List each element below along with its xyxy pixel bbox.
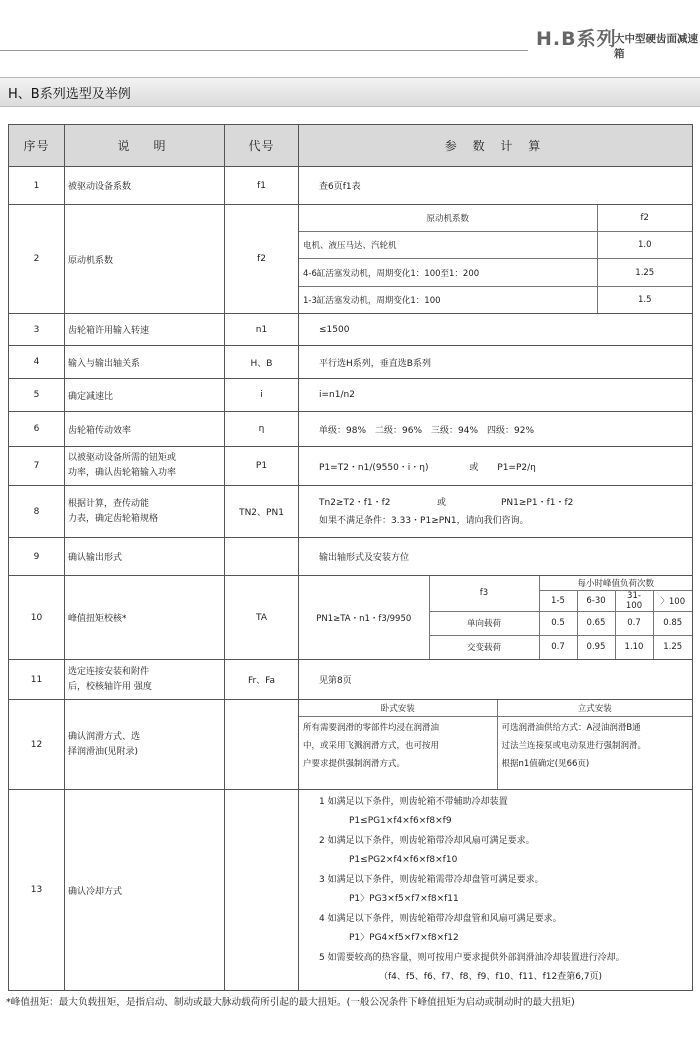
row-desc: 输入与输出轴关系 — [65, 346, 225, 379]
row-calc: i=n1/n2 — [299, 379, 693, 412]
section-bar — [0, 77, 700, 107]
prime-item: 电机、液压马达、汽轮机 — [299, 231, 597, 259]
table-row — [9, 576, 693, 660]
peak-torque-table — [299, 576, 692, 659]
row-desc-line: 确认润滑方式、选 — [68, 731, 141, 742]
row-code: P1 — [225, 447, 299, 486]
one-way-load-label: 单向载荷 — [429, 611, 539, 635]
row-code: n1 — [225, 314, 299, 346]
row-desc-line: 根据计算，查传动能 — [68, 498, 150, 509]
prime-mover-table — [299, 205, 692, 313]
row-no: 13 — [9, 790, 65, 991]
peak-formula: PN1≥TA・n1・f3/9950 — [299, 576, 429, 659]
prime-value: 1.5 — [637, 295, 652, 305]
row-desc-line: 力表，确定齿轮箱规格 — [68, 513, 159, 524]
table-row — [9, 486, 693, 538]
prime-value: 1.25 — [597, 259, 692, 287]
row-no: 1 — [9, 167, 65, 205]
calc-formula-b: PN1≥P1・f1・f2 — [501, 497, 574, 508]
cooling-line: 5 如需要较高的热容量，则可按用户要求提供外部润滑油冷却装置进行冷却。 — [319, 952, 625, 963]
alt-load-label: 交变载荷 — [429, 635, 539, 659]
calc-formula-b: P1=P2/η — [497, 462, 536, 473]
row-code: Fr、Fa — [225, 660, 299, 700]
row-calc: 见第8页 — [299, 660, 693, 700]
horizontal-line: 中，或采用飞溅润滑方式，也可按用 — [303, 740, 440, 751]
row-calc: 查6页f1表 — [299, 167, 693, 205]
freq-range: 1-5 — [539, 590, 577, 611]
row-desc: 确认输出形式 — [65, 538, 225, 576]
calc-or: 或 — [469, 462, 479, 473]
prime-item: 4-6缸活塞发动机，周期变化1：100至1：200 — [299, 259, 597, 287]
header-rule — [0, 50, 528, 51]
row-calc — [299, 447, 693, 486]
row-no: 8 — [9, 486, 65, 538]
row-desc-line: 择润滑油(见附录) — [68, 746, 139, 757]
row-no: 11 — [9, 660, 65, 700]
vertical-line: 过法兰连接泵或电动泵进行强制润滑。 — [501, 740, 647, 751]
row-code — [225, 790, 299, 991]
row-desc: 原动机系数 — [65, 205, 225, 314]
table-row — [9, 538, 693, 576]
row-code — [225, 538, 299, 576]
row-desc: 峰值扭矩校核* — [65, 576, 225, 660]
calc-note: 如果不满足条件：3.33・P1≥PN1，请向我们咨询。 — [319, 515, 529, 526]
row-desc-line: 功率，确认齿轮箱输入功率 — [68, 468, 177, 478]
row-code: TA — [225, 576, 299, 660]
horizontal-line: 户要求提供强制润滑方式。 — [303, 758, 406, 769]
series-title: H.B系列 — [536, 28, 617, 50]
freq-range: 31-100 — [615, 590, 653, 611]
cooling-reference: （f4、f5、f6、f7、f8、f9、f10、f11、f12查第6,7页) — [379, 972, 603, 982]
cooling-formula: P1〉PG4×f5×f7×f8×f12 — [349, 933, 459, 943]
row-desc-line: 选定连接安装和附件 — [68, 666, 150, 677]
row-code: H、B — [225, 346, 299, 379]
vertical-line: 可选润滑油供给方式：A浸油润滑B通 — [501, 722, 641, 733]
col-header-code: 代号 — [225, 125, 299, 167]
prime-item: 1-3缸活塞发动机，周期变化1：100 — [299, 287, 597, 314]
row-desc-line: 以被驱动设备所需的钮矩或 — [68, 453, 177, 463]
row-no: 12 — [9, 700, 65, 790]
row-desc: 确定减速比 — [65, 379, 225, 412]
prime-head-f2: f2 — [597, 205, 692, 231]
row-no: 9 — [9, 538, 65, 576]
table-row — [9, 205, 693, 314]
row-no: 6 — [9, 412, 65, 447]
row-desc — [65, 700, 225, 790]
table-row — [9, 167, 693, 205]
cooling-line: 3 如满足以下条件，则齿轮箱需带冷却盘管可满足要求。 — [319, 874, 544, 885]
row-code: f2 — [225, 205, 299, 314]
cooling-cell — [299, 790, 693, 991]
peak-torque-cell — [299, 576, 693, 660]
one-way-value: 0.5 — [539, 611, 577, 635]
calc-formula-a: P1=T2・n1/(9550・i・η) — [319, 462, 429, 473]
col-header-calc: 参 数 计 算 — [299, 125, 693, 167]
table-row — [9, 660, 693, 700]
row-desc: 被驱动设备系数 — [65, 167, 225, 205]
row-desc — [65, 447, 225, 486]
table-row — [9, 700, 693, 790]
row-code: f1 — [225, 167, 299, 205]
page-header — [0, 22, 700, 60]
cooling-line: 1 如满足以下条件，则齿轮箱不带辅助冷却装置 — [319, 796, 508, 807]
cooling-formula: P1≤PG2×f4×f6×f8×f10 — [349, 855, 458, 865]
cooling-formula: P1〉PG3×f5×f7×f8×f11 — [349, 894, 459, 904]
table-row — [9, 412, 693, 447]
row-no: 4 — [9, 346, 65, 379]
table-row — [9, 379, 693, 412]
alt-value: 0.7 — [539, 635, 577, 659]
series-subtitle: 大中型硬齿面减速箱 — [614, 33, 698, 60]
cooling-line: 4 如满足以下条件，则齿轮箱带冷却盘管和风扇可满足要求。 — [319, 913, 562, 924]
row-no: 5 — [9, 379, 65, 412]
table-row — [9, 314, 693, 346]
alt-value: 1.10 — [615, 635, 653, 659]
col-header-no: 序号 — [9, 125, 65, 167]
calc-formula-a: Tn2≥T2・f1・f2 — [319, 497, 391, 508]
prime-mover-cell — [299, 205, 693, 314]
row-calc: 输出轴形式及安装方位 — [299, 538, 693, 576]
one-way-value: 0.85 — [653, 611, 692, 635]
vertical-title: 立式安装 — [497, 700, 692, 716]
prime-value: 1.0 — [597, 231, 692, 259]
row-no: 2 — [9, 205, 65, 314]
vertical-line: 根据n1值确定(见66页) — [501, 758, 590, 769]
row-calc: 平行选H系列，垂直选B系列 — [299, 346, 693, 379]
f3-label: f3 — [429, 576, 539, 611]
horizontal-line: 所有需要润滑的零部件均浸在润滑油 — [303, 722, 440, 733]
row-desc — [65, 486, 225, 538]
row-calc: 单级：98% 二级：96% 三级：94% 四级：92% — [299, 412, 693, 447]
table-header-row — [9, 125, 693, 167]
row-no: 10 — [9, 576, 65, 660]
horizontal-title: 卧式安装 — [299, 700, 497, 716]
row-code: i — [225, 379, 299, 412]
one-way-value: 0.7 — [615, 611, 653, 635]
row-code: TN2、PN1 — [225, 486, 299, 538]
one-way-value: 0.65 — [577, 611, 615, 635]
section-title: H、B系列选型及举例 — [8, 87, 131, 102]
row-code — [225, 700, 299, 790]
alt-value: 1.25 — [663, 642, 683, 653]
calc-or: 或 — [437, 497, 447, 508]
row-no: 3 — [9, 314, 65, 346]
horizontal-desc — [299, 716, 497, 789]
freq-title: 每小时峰值负荷次数 — [539, 576, 692, 590]
vertical-desc — [497, 716, 692, 789]
table-row — [9, 790, 693, 991]
col-header-desc: 说 明 — [65, 125, 225, 167]
alt-value: 0.95 — [577, 635, 615, 659]
row-code: η — [225, 412, 299, 447]
freq-range: 〉100 — [653, 590, 692, 611]
row-desc-line: 后，校核轴许用 强度 — [68, 681, 152, 692]
row-calc — [299, 486, 693, 538]
prime-head-label: 原动机系数 — [299, 205, 597, 231]
selection-table — [8, 124, 693, 991]
row-desc: 齿轮箱传动效率 — [65, 412, 225, 447]
freq-range: 6-30 — [577, 590, 615, 611]
row-desc — [65, 660, 225, 700]
footnote: *峰值扭矩：最大负载扭矩，是指启动、制动或最大脉动载荷所引起的最大扭矩。(一般公况条件下峰值扭矩为启动或制动时的最大扭矩) — [6, 997, 575, 1008]
row-desc: 齿轮箱许用输入转速 — [65, 314, 225, 346]
cooling-line: 2 如满足以下条件，则齿轮箱带冷却风扇可满足要求。 — [319, 835, 535, 846]
lubrication-table — [299, 700, 692, 789]
row-desc: 确认冷却方式 — [65, 790, 225, 991]
row-calc: ≤1500 — [299, 314, 693, 346]
cooling-formula: P1≤PG1×f4×f6×f8×f9 — [349, 816, 452, 826]
row-no: 7 — [9, 447, 65, 486]
table-row — [9, 447, 693, 486]
table-row — [9, 346, 693, 379]
lubrication-cell — [299, 700, 693, 790]
